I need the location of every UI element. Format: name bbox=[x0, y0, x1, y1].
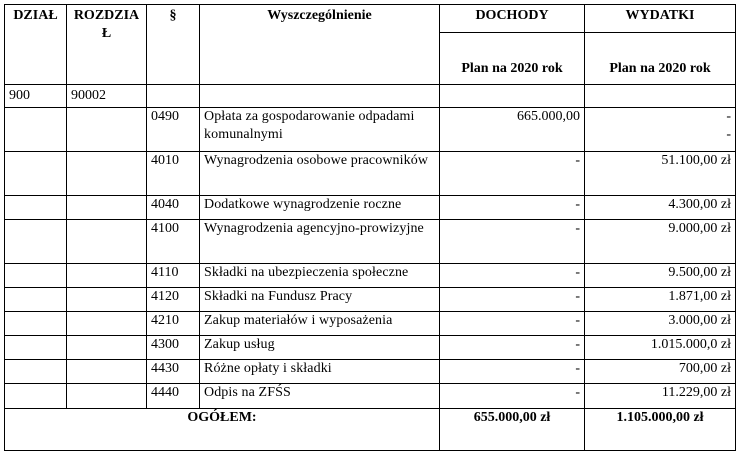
row-paragraf: 0490 bbox=[147, 108, 200, 152]
header-paragraf: § bbox=[147, 5, 200, 85]
row-paragraf: 4430 bbox=[147, 360, 200, 384]
row-opis: Różne opłaty i składki bbox=[200, 360, 440, 384]
section-row bbox=[5, 85, 736, 108]
row-wydatki bbox=[585, 196, 736, 220]
row-paragraf: 4300 bbox=[147, 336, 200, 360]
table-row bbox=[5, 108, 736, 152]
row-wydatki bbox=[585, 312, 736, 336]
row-opis: Składki na Fundusz Pracy bbox=[200, 288, 440, 312]
row-wydatki-value: 4.300,00 zł bbox=[668, 197, 731, 212]
row-dzial bbox=[5, 264, 67, 288]
row-opis: Wynagrodzenia osobowe pracowników bbox=[200, 152, 440, 196]
row-dzial bbox=[5, 336, 67, 360]
row-rozdzial bbox=[67, 220, 147, 264]
row-paragraf: 4040 bbox=[147, 196, 200, 220]
total-row bbox=[5, 409, 736, 451]
budget-table bbox=[4, 4, 736, 451]
row-dochody: - bbox=[440, 312, 585, 336]
row-wydatki bbox=[585, 360, 736, 384]
row-wydatki-value: 51.100,00 zł bbox=[661, 153, 731, 168]
header-rozdzial-line2: Ł bbox=[101, 26, 112, 41]
row-dochody: - bbox=[440, 152, 585, 196]
row-dochody: 665.000,00 bbox=[440, 108, 585, 152]
total-wydatki: 1.105.000,00 zł bbox=[585, 409, 736, 451]
row-opis: Zakup materiałów i wyposażenia bbox=[200, 312, 440, 336]
table-row bbox=[5, 196, 736, 220]
header-wydatki-plan: Plan na 2020 rok bbox=[585, 33, 736, 85]
row-wydatki-value: 9.000,00 zł bbox=[668, 221, 731, 236]
row-rozdzial bbox=[67, 336, 147, 360]
row-opis: Opłata za gospodarowanie odpadami komunalnymi bbox=[200, 108, 440, 152]
table-row bbox=[5, 288, 736, 312]
row-wydatki-value: 700,00 zł bbox=[678, 361, 731, 376]
row-wydatki bbox=[585, 220, 736, 264]
header-row bbox=[5, 5, 736, 33]
row-wydatki-value: 11.229,00 zł bbox=[661, 385, 731, 400]
row-wydatki bbox=[585, 336, 736, 360]
table-body bbox=[5, 108, 736, 409]
row-dochody: - bbox=[440, 384, 585, 409]
header-dochody: DOCHODY bbox=[440, 5, 585, 33]
row-paragraf: 4010 bbox=[147, 152, 200, 196]
header-rozdzial bbox=[67, 5, 147, 85]
section-dzial: 900 bbox=[5, 85, 67, 108]
row-dochody: - bbox=[440, 288, 585, 312]
row-dzial bbox=[5, 108, 67, 152]
header-dzial: DZIAŁ bbox=[5, 5, 67, 85]
row-wydatki-value: 1.871,00 zł bbox=[668, 289, 731, 304]
row-dochody: - bbox=[440, 336, 585, 360]
row-rozdzial bbox=[67, 360, 147, 384]
header-dochody-plan: Plan na 2020 rok bbox=[440, 33, 585, 85]
row-opis: Zakup usług bbox=[200, 336, 440, 360]
row-wydatki bbox=[585, 384, 736, 409]
row-opis: Składki na ubezpieczenia społeczne bbox=[200, 264, 440, 288]
row-wydatki-value-2: - bbox=[726, 127, 731, 142]
row-dzial bbox=[5, 288, 67, 312]
row-dzial bbox=[5, 312, 67, 336]
row-rozdzial bbox=[67, 196, 147, 220]
row-rozdzial bbox=[67, 152, 147, 196]
row-dochody: - bbox=[440, 264, 585, 288]
total-dochody: 655.000,00 zł bbox=[440, 409, 585, 451]
row-dzial bbox=[5, 384, 67, 409]
section-rozdzial: 90002 bbox=[67, 85, 147, 108]
total-label: OGÓŁEM: bbox=[5, 409, 440, 451]
row-rozdzial bbox=[67, 264, 147, 288]
row-dochody: - bbox=[440, 220, 585, 264]
row-rozdzial bbox=[67, 288, 147, 312]
row-paragraf: 4120 bbox=[147, 288, 200, 312]
budget-document bbox=[4, 4, 736, 451]
row-dochody: - bbox=[440, 196, 585, 220]
header-opis: Wyszczególnienie bbox=[200, 5, 440, 85]
table-row bbox=[5, 312, 736, 336]
row-dochody: - bbox=[440, 360, 585, 384]
row-wydatki-value: 1.015.000,0 zł bbox=[650, 337, 731, 352]
row-wydatki-value: 9.500,00 zł bbox=[668, 265, 731, 280]
row-opis: Dodatkowe wynagrodzenie roczne bbox=[200, 196, 440, 220]
header-rozdzial-line1: ROZDZIA bbox=[73, 8, 140, 23]
row-wydatki bbox=[585, 288, 736, 312]
header-wydatki: WYDATKI bbox=[585, 5, 736, 33]
table-row bbox=[5, 336, 736, 360]
row-wydatki bbox=[585, 108, 736, 152]
table-row bbox=[5, 220, 736, 264]
row-wydatki-value: - bbox=[726, 109, 731, 124]
row-dzial bbox=[5, 220, 67, 264]
row-rozdzial bbox=[67, 312, 147, 336]
row-wydatki bbox=[585, 152, 736, 196]
table-row bbox=[5, 360, 736, 384]
table-row bbox=[5, 264, 736, 288]
row-wydatki-value: 3.000,00 zł bbox=[668, 313, 731, 328]
row-rozdzial bbox=[67, 108, 147, 152]
row-paragraf: 4100 bbox=[147, 220, 200, 264]
row-paragraf: 4440 bbox=[147, 384, 200, 409]
row-dzial bbox=[5, 360, 67, 384]
row-paragraf: 4210 bbox=[147, 312, 200, 336]
row-wydatki bbox=[585, 264, 736, 288]
row-opis: Odpis na ZFŚS bbox=[200, 384, 440, 409]
table-row bbox=[5, 384, 736, 409]
row-paragraf: 4110 bbox=[147, 264, 200, 288]
row-dzial bbox=[5, 196, 67, 220]
table-row bbox=[5, 152, 736, 196]
row-rozdzial bbox=[67, 384, 147, 409]
row-opis: Wynagrodzenia agencyjno-prowizyjne bbox=[200, 220, 440, 264]
row-dzial bbox=[5, 152, 67, 196]
